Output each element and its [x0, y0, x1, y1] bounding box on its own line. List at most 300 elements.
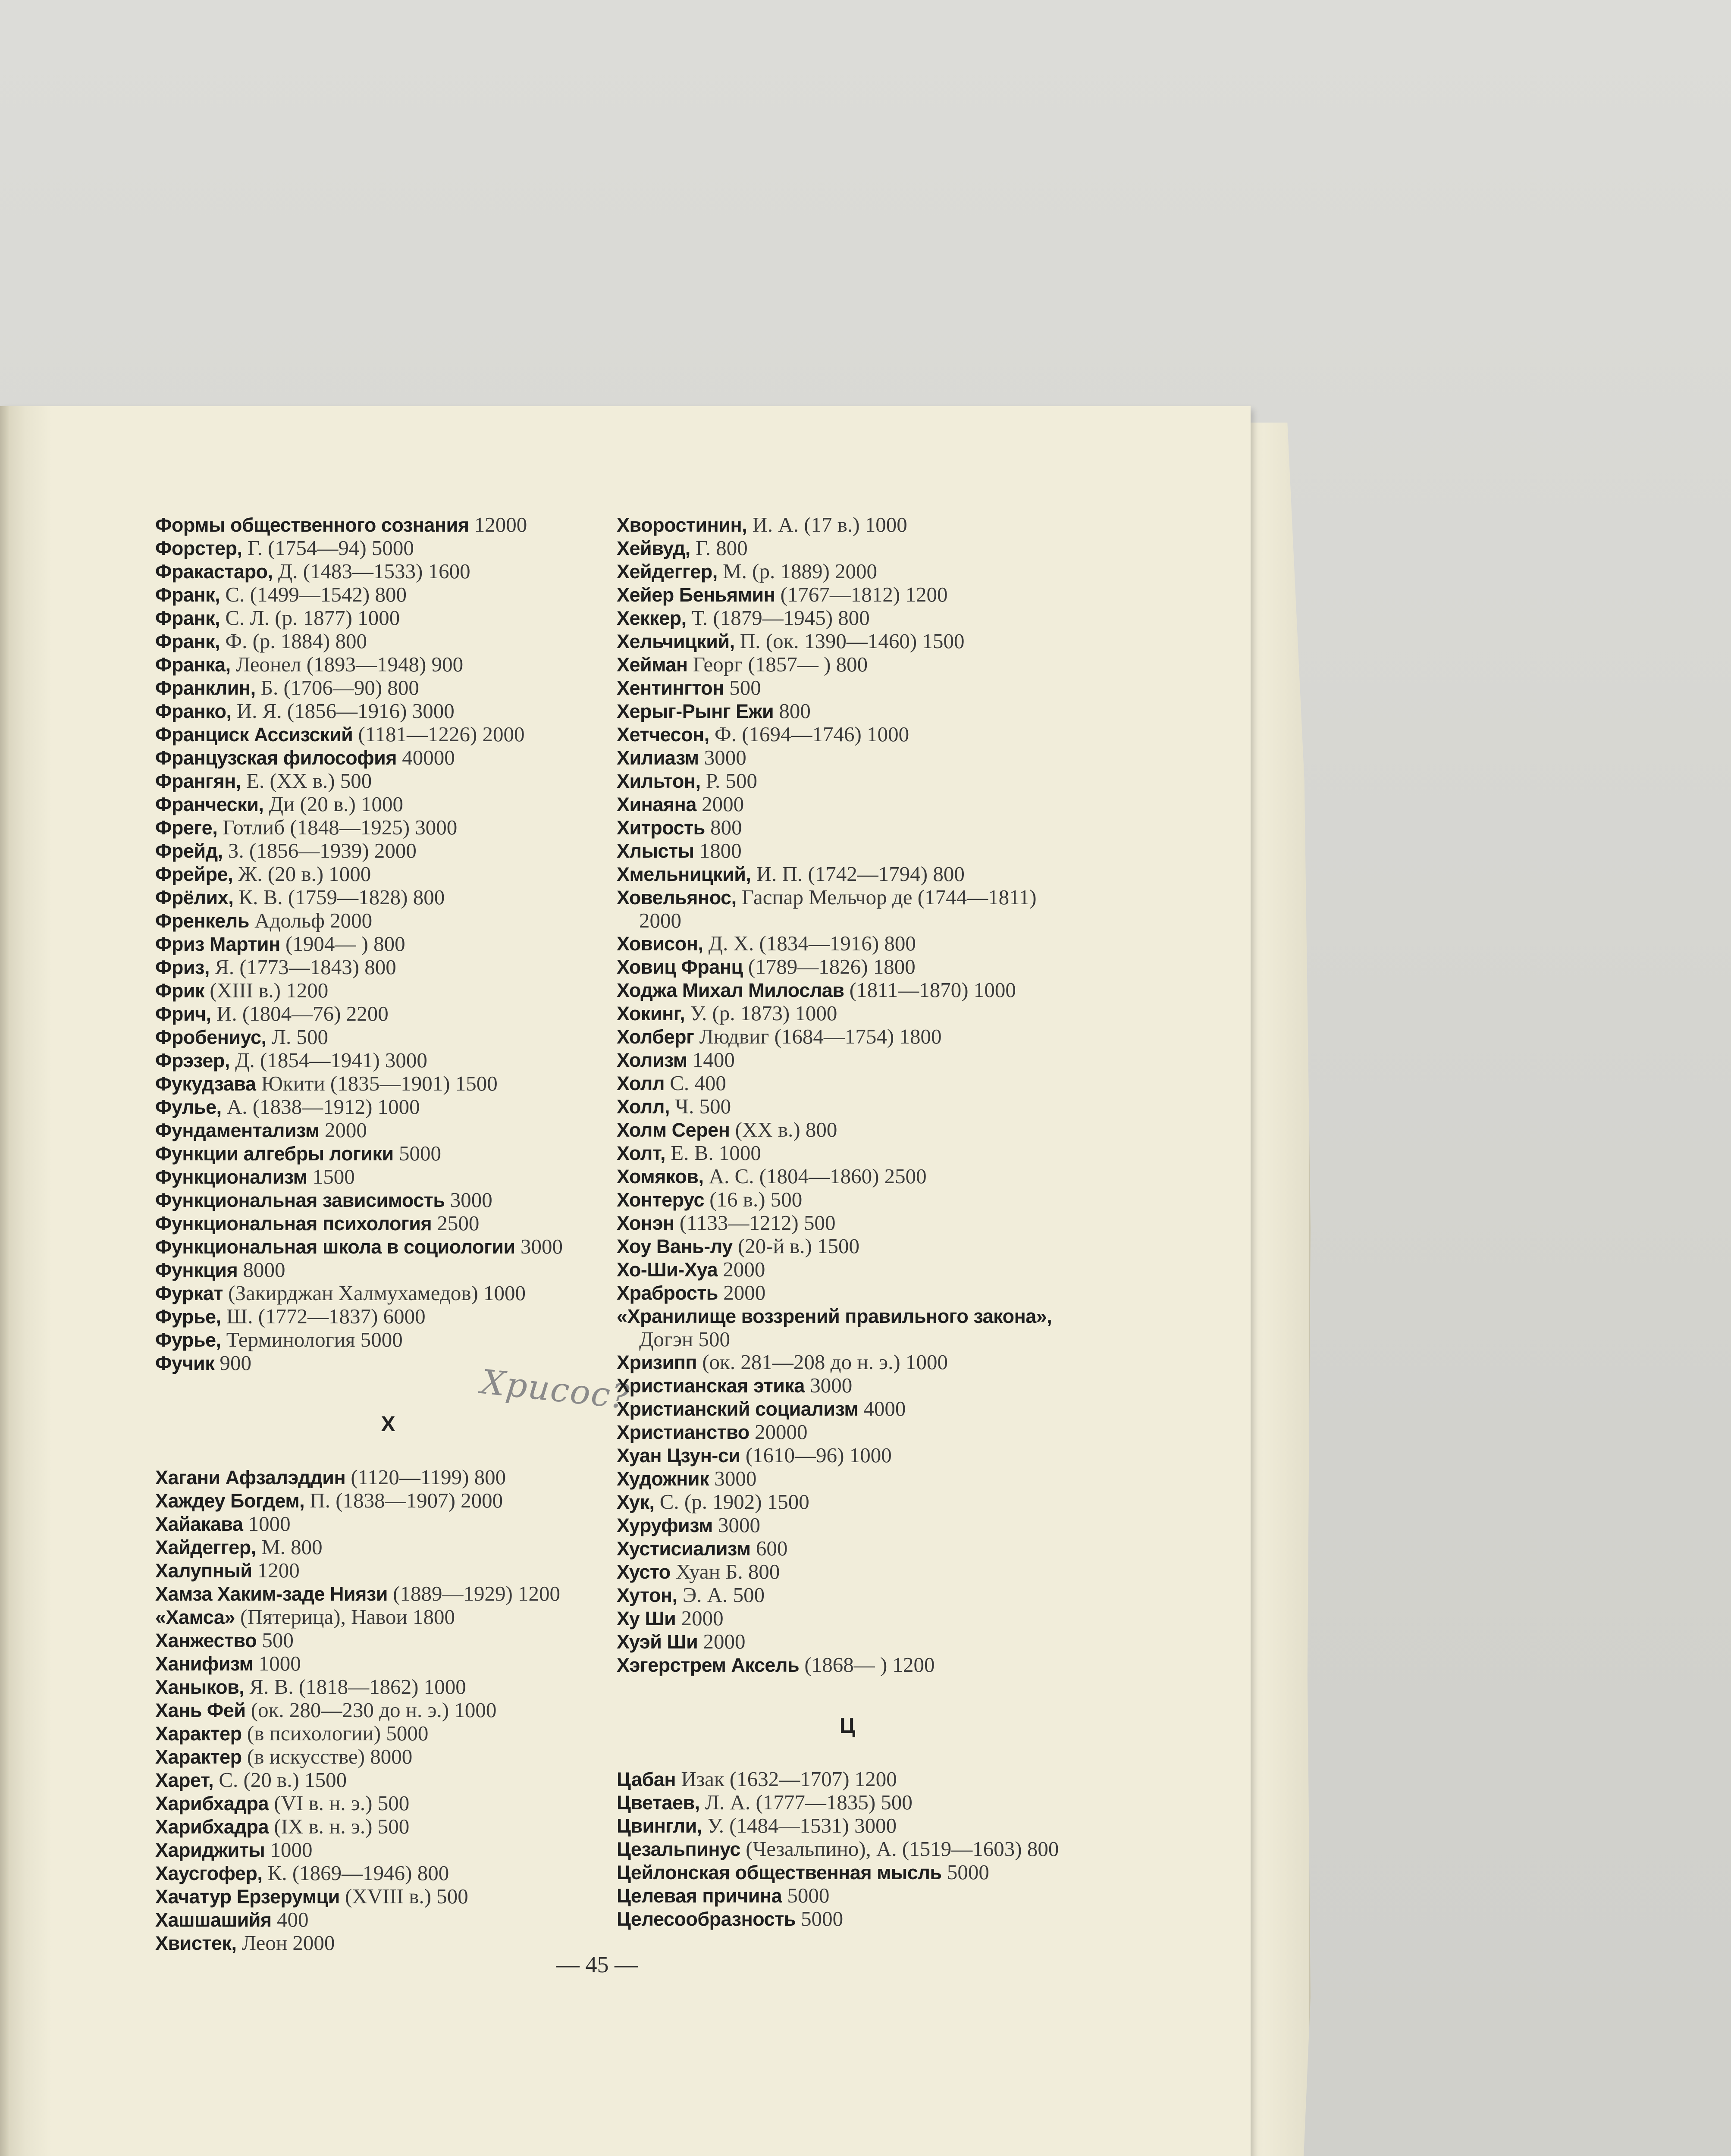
entry-headword: Франка,: [155, 654, 231, 676]
index-entry: [617, 1630, 1078, 1653]
index-entry: [617, 1861, 1078, 1884]
entry-details: Е. (XX в.) 500: [241, 769, 372, 793]
entry-headword: Холизм: [617, 1049, 687, 1071]
entry-headword: Ханыков,: [155, 1676, 245, 1698]
entry-headword: Хилиазм: [617, 747, 699, 769]
index-entry: [617, 1095, 1078, 1118]
entry-details: И. П. (1742—1794) 800: [751, 862, 965, 886]
entry-details: 2000: [676, 1606, 724, 1630]
index-entry: [617, 1537, 1078, 1560]
entry-details: К. В. (1759—1828) 800: [233, 885, 445, 909]
entry-headword: Хэгерстрем Аксель: [617, 1654, 800, 1676]
entry-headword: Форстер,: [155, 537, 242, 559]
index-entry: [155, 956, 621, 979]
entry-details: Т. (1879—1945) 800: [686, 606, 870, 630]
entry-headword: Хвистек,: [155, 1932, 237, 1954]
entry-details: 5000: [941, 1860, 989, 1884]
entry-details: Георг (1857— ) 800: [687, 652, 868, 676]
entry-details: Э. А. 500: [677, 1583, 765, 1607]
entry-headword: Функциональная зависимость: [155, 1189, 445, 1211]
entry-headword: Холм Серен: [617, 1119, 730, 1141]
entry-details: 1200: [252, 1558, 300, 1582]
entry-details: Ф. (р. 1884) 800: [220, 629, 367, 653]
entry-details: 1400: [687, 1048, 735, 1072]
entry-details: 20000: [749, 1420, 808, 1444]
index-entry: [617, 1072, 1078, 1095]
index-entry: [617, 1607, 1078, 1630]
entry-details: И. (1804—76) 2200: [211, 1002, 389, 1025]
index-entry: [155, 769, 621, 793]
entry-headword: Хуэй Ши: [617, 1631, 698, 1653]
index-entry: [617, 1002, 1078, 1025]
index-entry: [155, 1722, 621, 1745]
index-entry: [617, 1118, 1078, 1141]
entry-details: С. (р. 1902) 1500: [654, 1490, 809, 1514]
index-entry: [155, 1188, 621, 1212]
entry-details: 2500: [432, 1211, 480, 1235]
entry-details: У. (р. 1873) 1000: [685, 1001, 837, 1025]
entry-headword: Цветаев,: [617, 1792, 700, 1814]
index-entry: [155, 839, 621, 862]
entry-headword: Фракастаро,: [155, 561, 273, 583]
entry-headword: Хитрость: [617, 817, 705, 839]
entry-details: (ок. 280—230 до н. э.) 1000: [245, 1698, 497, 1722]
entry-headword: Ходжа Михал Милослав: [617, 979, 844, 1001]
index-entry: [155, 1792, 621, 1815]
entry-details: Я. В. (1818—1862) 1000: [244, 1675, 466, 1698]
index-entry: [617, 1048, 1078, 1072]
entry-headword: Фучик: [155, 1352, 215, 1374]
index-entry: [617, 816, 1078, 839]
entry-headword: Храбрость: [617, 1282, 718, 1304]
entry-details: 600: [750, 1536, 788, 1560]
entry-details: 1800: [694, 839, 742, 862]
entry-headword: Хайакава: [155, 1513, 243, 1535]
index-entry: [617, 1514, 1078, 1537]
entry-headword: Франко,: [155, 700, 232, 722]
entry-details: (в искусстве) 8000: [241, 1745, 413, 1768]
entry-details: 3000: [445, 1188, 492, 1212]
entry-details: Людвиг (1684—1754) 1800: [694, 1025, 942, 1048]
entry-headword: Ханжество: [155, 1630, 257, 1651]
index-entry: [617, 676, 1078, 699]
entry-details: 2000: [698, 1630, 746, 1653]
entry-list-ts: [617, 1767, 1078, 1930]
entry-details: 5000: [795, 1907, 844, 1930]
entry-details: Д. Х. (1834—1916) 800: [703, 931, 916, 955]
index-entry: [617, 513, 1078, 536]
index-entry: [155, 536, 621, 560]
index-entry: [155, 1838, 621, 1861]
entry-headword: Целевая причина: [617, 1885, 782, 1907]
entry-headword: Хетчесон,: [617, 724, 709, 746]
entry-details: (Закирджан Халмухамедов) 1000: [223, 1281, 526, 1305]
index-entry: [617, 1304, 1078, 1351]
index-entry: [155, 1258, 621, 1282]
entry-headword: Хейер Беньямин: [617, 584, 775, 606]
index-entry: [155, 1861, 621, 1885]
index-entry: [155, 1165, 621, 1188]
entry-headword: Фундаментализм: [155, 1119, 320, 1141]
entry-headword: Хариджиты: [155, 1839, 265, 1861]
entry-headword: Хризипп: [617, 1351, 697, 1373]
entry-headword: Хаусгофер,: [155, 1862, 263, 1884]
index-entry: [617, 1397, 1078, 1420]
index-entry: [617, 1420, 1078, 1444]
entry-details: 5000: [782, 1883, 830, 1907]
entry-details: 500: [724, 676, 761, 699]
index-entry: [155, 1908, 621, 1931]
entry-details: И. Я. (1856—1916) 3000: [231, 699, 455, 723]
index-entry: [155, 1142, 621, 1165]
entry-details: Ди (20 в.) 1000: [263, 792, 404, 816]
index-entry: [155, 1025, 621, 1049]
index-entry: [155, 816, 621, 839]
index-entry: [155, 1095, 621, 1119]
entry-headword: Фурье,: [155, 1306, 221, 1328]
pencil-annotation: Хрисос?: [479, 1363, 632, 1417]
index-entry: [155, 1768, 621, 1792]
entry-headword: Хутон,: [617, 1584, 677, 1606]
index-entry: [617, 560, 1078, 583]
entry-details: Изак (1632—1707) 1200: [676, 1767, 897, 1791]
index-entry: [617, 1351, 1078, 1374]
entry-headword: Фрейд,: [155, 840, 223, 862]
index-entry: [155, 1119, 621, 1142]
entry-details: Д. (1854—1941) 3000: [229, 1048, 427, 1072]
entry-details: У. (1484—1531) 3000: [702, 1814, 897, 1837]
index-entry: [617, 1884, 1078, 1907]
index-entry: [617, 793, 1078, 816]
entry-details: 800: [774, 699, 811, 723]
index-entry: [155, 793, 621, 816]
entry-headword: «Хамса»: [155, 1606, 235, 1628]
index-entry: [617, 1281, 1078, 1304]
entry-headword: Франк,: [155, 584, 220, 606]
entry-headword: Фрэзер,: [155, 1050, 230, 1072]
entry-headword: Французская философия: [155, 747, 397, 769]
entry-headword: Цейлонская общественная мысль: [617, 1861, 942, 1883]
entry-headword: Хоу Вань-лу: [617, 1235, 733, 1257]
index-entry: [155, 513, 621, 536]
index-entry: [617, 606, 1078, 630]
entry-details: 800: [705, 815, 742, 839]
entry-details: (1904— ) 800: [280, 932, 405, 956]
entry-details: (1133—1212) 500: [674, 1211, 836, 1235]
entry-headword: Фреге,: [155, 817, 218, 839]
entry-details: Д. (1483—1533) 1600: [273, 559, 470, 583]
entry-details: К. (1869—1946) 800: [262, 1861, 449, 1885]
index-entry: [155, 1002, 621, 1025]
index-entry: [617, 839, 1078, 862]
entry-details: 1500: [307, 1165, 355, 1188]
index-entry: [155, 1305, 621, 1328]
entry-headword: Функции алгебры логики: [155, 1143, 394, 1165]
entry-headword: Фрёлих,: [155, 887, 234, 909]
entry-headword: Хо-Ши-Хуа: [617, 1259, 718, 1281]
entry-headword: Хук,: [617, 1491, 655, 1513]
entry-details: 2000: [718, 1257, 765, 1281]
entry-details: И. А. (17 в.) 1000: [747, 513, 907, 536]
index-entry: [617, 862, 1078, 886]
entry-headword: Франчески,: [155, 793, 264, 815]
entry-details: (IX в. н. э.) 500: [269, 1814, 410, 1838]
entry-headword: Ханифизм: [155, 1653, 254, 1675]
entry-details: (ок. 281—208 до н. э.) 1000: [697, 1350, 948, 1374]
entry-headword: Хагани Афзалэддин: [155, 1467, 346, 1489]
entry-details: 5000: [393, 1141, 441, 1165]
entry-details: Терминология 5000: [221, 1328, 403, 1351]
index-entry: [617, 886, 1078, 932]
entry-details: 3000: [709, 1467, 757, 1490]
entry-headword: Фуркат: [155, 1282, 223, 1304]
entry-list-x: [155, 1466, 621, 1955]
entry-headword: Христианство: [617, 1421, 749, 1443]
entry-details: Л. 500: [266, 1025, 328, 1049]
entry-headword: Хуан Цзун-си: [617, 1445, 740, 1467]
entry-headword: Херыг-Рынг Ежи: [617, 700, 774, 722]
index-entry: [617, 583, 1078, 606]
entry-details: (1868— ) 1200: [799, 1653, 935, 1677]
index-entry: [617, 723, 1078, 746]
entry-details: 900: [214, 1351, 251, 1375]
entry-list-x-continued: [617, 513, 1078, 1677]
entry-details: П. (ок. 1390—1460) 1500: [734, 629, 965, 653]
index-entry: [617, 746, 1078, 769]
entry-details: (XIII в.) 1200: [204, 978, 329, 1002]
entry-details: 1000: [253, 1651, 301, 1675]
entry-details: 12000: [469, 513, 527, 536]
entry-details: 3000: [712, 1513, 761, 1537]
entry-details: Е. В. 1000: [665, 1141, 761, 1165]
section-heading-ts: Ц: [839, 1714, 856, 1738]
entry-headword: Хомяков,: [617, 1166, 704, 1188]
entry-headword: Ховисон,: [617, 933, 703, 955]
entry-headword: Хонтерус: [617, 1189, 704, 1211]
index-entry: [155, 886, 621, 909]
entry-details: П. (1838—1907) 2000: [304, 1489, 503, 1512]
entry-headword: Христианская этика: [617, 1375, 805, 1397]
entry-details: 400: [271, 1908, 309, 1931]
index-entry: [155, 676, 621, 699]
entry-headword: Хонэн: [617, 1212, 674, 1234]
entry-details: Ш. (1772—1837) 6000: [221, 1304, 426, 1328]
index-entry: [617, 1837, 1078, 1861]
entry-headword: Хеккер,: [617, 607, 687, 629]
index-entry: [155, 1212, 621, 1235]
index-entry: [155, 653, 621, 676]
index-entry: [155, 606, 621, 630]
entry-headword: Цабан: [617, 1768, 676, 1790]
entry-details: (1889—1929) 1200: [387, 1582, 561, 1605]
index-entry: [617, 1907, 1078, 1930]
index-entry: [617, 630, 1078, 653]
index-entry: [155, 1282, 621, 1305]
index-entry: [155, 1049, 621, 1072]
index-entry: [617, 1444, 1078, 1467]
index-entry: [617, 1791, 1078, 1814]
entry-headword: Хусто: [617, 1561, 671, 1583]
entry-details: 8000: [238, 1258, 285, 1282]
index-entry: [617, 1374, 1078, 1397]
entry-details: (Пятерица), Навои 1800: [235, 1605, 455, 1629]
entry-details: Б. (1706—90) 800: [255, 676, 419, 699]
index-entry: [617, 1025, 1078, 1048]
entry-headword: Фриз,: [155, 956, 210, 978]
entry-details: Леонел (1893—1948) 900: [230, 652, 464, 676]
entry-headword: Холберг: [617, 1026, 694, 1048]
index-entry: [155, 583, 621, 606]
entry-details: Адольф 2000: [249, 909, 373, 932]
entry-headword: Фрич,: [155, 1003, 211, 1025]
entry-headword: Цезальпинус: [617, 1838, 740, 1860]
entry-headword: Фурье,: [155, 1329, 221, 1351]
entry-headword: Хокинг,: [617, 1003, 685, 1025]
index-entry: [617, 1188, 1078, 1211]
index-entry: [617, 1211, 1078, 1235]
entry-details: Ч. 500: [669, 1094, 731, 1118]
entry-headword: Формы общественного сознания: [155, 514, 469, 536]
entry-details: Я. (1773—1843) 800: [209, 955, 396, 979]
entry-headword: Христианский социализм: [617, 1398, 859, 1420]
entry-details: (1811—1870) 1000: [844, 978, 1016, 1002]
entry-details: Готлиб (1848—1925) 3000: [217, 815, 458, 839]
entry-details: (XVIII в.) 500: [339, 1884, 468, 1908]
page-number: — 45 —: [556, 1952, 638, 1977]
entry-headword: Харет,: [155, 1769, 214, 1791]
entry-details: Юкити (1835—1901) 1500: [256, 1072, 498, 1095]
index-entry: [155, 723, 621, 746]
entry-headword: Хачатур Ерзерумци: [155, 1886, 340, 1908]
entry-headword: Фрейре,: [155, 863, 233, 885]
index-entry: [155, 862, 621, 886]
entry-details: Ф. (1694—1746) 1000: [709, 722, 909, 746]
index-entry: [155, 1072, 621, 1095]
entry-details: А. (1838—1912) 1000: [221, 1095, 420, 1119]
index-entry: [617, 1653, 1078, 1677]
entry-details: (VI в. н. э.) 500: [269, 1791, 410, 1815]
entry-headword: Франклин,: [155, 677, 256, 699]
entry-headword: Хмельницкий,: [617, 863, 751, 885]
index-entry: [155, 1745, 621, 1768]
index-entry: [617, 1258, 1078, 1281]
entry-details: 40000: [397, 746, 455, 769]
index-entry: [617, 1583, 1078, 1607]
entry-headword: Хашшашийя: [155, 1909, 272, 1931]
index-entry: [155, 746, 621, 769]
entry-details: 3000: [515, 1235, 563, 1258]
entry-details: Г. (1754—94) 5000: [242, 536, 414, 560]
entry-details: (1181—1226) 2000: [353, 722, 525, 746]
entry-details: Хуан Б. 800: [670, 1560, 780, 1583]
entry-headword: Харибхадра: [155, 1816, 269, 1838]
entry-details: (16 в.) 500: [704, 1188, 803, 1211]
entry-details: С. Л. (р. 1877) 1000: [220, 606, 400, 630]
entry-headword: Хельчицкий,: [617, 630, 735, 652]
index-entry: [155, 1605, 621, 1629]
entry-headword: Ховельянос,: [617, 887, 737, 909]
index-entry: [155, 1235, 621, 1258]
entry-details: Л. А. (1777—1835) 500: [699, 1790, 913, 1814]
right-column: [617, 513, 1078, 1930]
index-entry: [155, 1559, 621, 1582]
entry-headword: Холл,: [617, 1096, 670, 1118]
entry-details: Г. 800: [690, 536, 748, 560]
index-entry: [155, 699, 621, 723]
index-entry: [617, 1767, 1078, 1791]
entry-details: С. 400: [664, 1071, 726, 1095]
entry-details: 3000: [699, 746, 746, 769]
index-entry: [155, 1931, 621, 1955]
entry-headword: Целесообразность: [617, 1908, 796, 1930]
entry-details: 3000: [804, 1373, 853, 1397]
entry-headword: Хентингтон: [617, 677, 724, 699]
index-entry: [155, 1885, 621, 1908]
entry-details: С. (1499—1542) 800: [220, 583, 407, 606]
entry-details: (1767—1812) 1200: [775, 583, 948, 606]
entry-details: С. (20 в.) 1500: [213, 1768, 347, 1792]
entry-details: 2000: [718, 1281, 766, 1304]
entry-details: З. (1856—1939) 2000: [223, 839, 417, 862]
index-entry: [155, 1652, 621, 1675]
index-entry: [155, 630, 621, 653]
entry-headword: Хворостинин,: [617, 514, 747, 536]
index-entry: [155, 1536, 621, 1559]
entry-details: М. (р. 1889) 2000: [717, 559, 878, 583]
entry-headword: Цвингли,: [617, 1815, 702, 1837]
entry-details: 500: [257, 1628, 294, 1652]
entry-details: (1789—1826) 1800: [743, 955, 916, 978]
entry-headword: Хейман: [617, 654, 688, 676]
entry-headword: Харибхадра: [155, 1792, 269, 1814]
entry-details: 2000: [696, 792, 744, 816]
entry-details: Гаспар Мельчор де (1744—1811) 2000: [639, 885, 1037, 932]
index-entry: [617, 955, 1078, 978]
entry-headword: Хлысты: [617, 840, 694, 862]
entry-headword: Художник: [617, 1468, 709, 1490]
entry-details: Леон 2000: [236, 1931, 335, 1955]
index-entry: [155, 560, 621, 583]
index-entry: [617, 1467, 1078, 1490]
entry-details: Догэн 500: [639, 1327, 731, 1351]
entry-details: (20-й в.) 1500: [732, 1234, 860, 1258]
entry-headword: Функциональная психология: [155, 1213, 432, 1235]
entry-headword: Хайдеггер,: [155, 1536, 256, 1558]
entry-headword: Хаждеу Богдем,: [155, 1490, 305, 1512]
section-heading-x: Х: [381, 1412, 395, 1436]
index-entry: [155, 1698, 621, 1722]
entry-headword: Характер: [155, 1746, 242, 1768]
entry-headword: «Хранилище воззрений правильного закона»,: [617, 1305, 1052, 1327]
index-entry: [155, 1328, 621, 1351]
entry-headword: Фриз Мартин: [155, 933, 280, 955]
entry-headword: Халупный: [155, 1560, 252, 1582]
entry-details: А. С. (1804—1860) 2500: [703, 1164, 927, 1188]
index-entry: [617, 1141, 1078, 1165]
entry-details: 1000: [265, 1838, 313, 1861]
entry-details: (1120—1199) 800: [345, 1465, 506, 1489]
entry-headword: Холт,: [617, 1142, 666, 1164]
entry-headword: Фробениус,: [155, 1026, 267, 1048]
index-entry: [617, 1165, 1078, 1188]
entry-list-f: [155, 513, 621, 1375]
index-entry: [617, 1814, 1078, 1837]
index-entry: [155, 1675, 621, 1698]
entry-details: 4000: [858, 1397, 906, 1420]
entry-headword: Функция: [155, 1259, 238, 1281]
entry-headword: Френкель: [155, 910, 249, 932]
entry-headword: Хуруфизм: [617, 1514, 713, 1536]
